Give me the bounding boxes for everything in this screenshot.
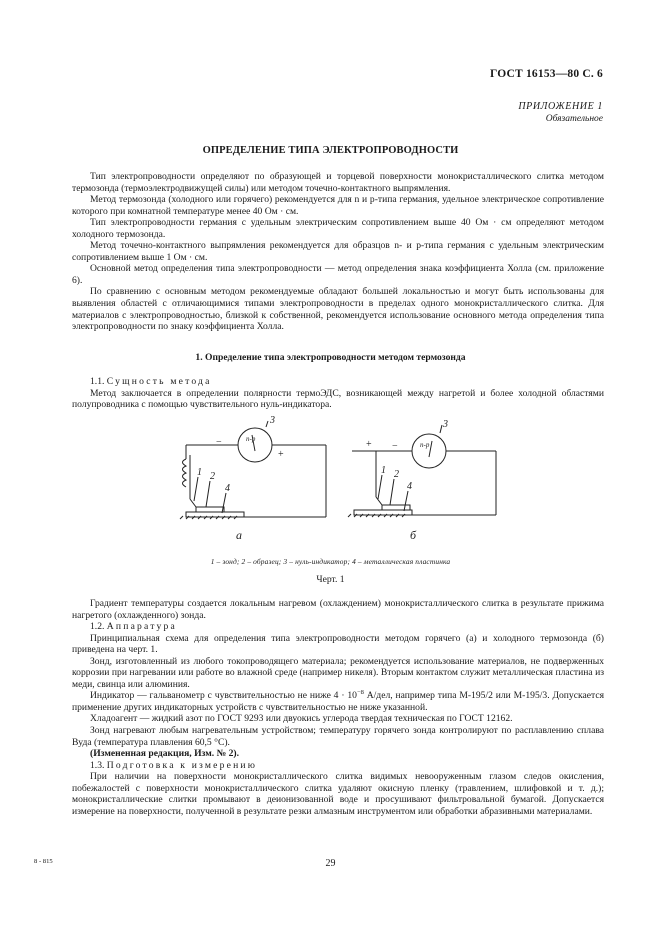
clause-text: Метод заключается в определении полярности термоЭДС, возникающей между нагретой и более холодной областями полупроводника с помощью чувствительного нуль-индикатора. xyxy=(72,387,604,411)
intro-paragraph: Тип электропроводности германия с удельным электрическим сопротивлением выше 40 Ом · см определяют методом холодного термозонда. xyxy=(72,217,604,240)
intro-paragraph: По сравнению с основным методом рекомендуемые обладают большей локальностью и могут быть использованы для выявления областей с отличающимися типами электропроводности в пределах одного монокристаллического слитка. Для материалов с электропроводностью, близкой к собственной, рекомендуется использование основного метода определения типа электропроводности по знаку коэффициента Холла. xyxy=(72,286,604,333)
appendix-status: Обязательное xyxy=(545,114,603,124)
probe-tip xyxy=(190,499,196,507)
clause-heading xyxy=(72,376,604,388)
clause-number: 1.1. xyxy=(90,376,105,387)
sublabel-b: б xyxy=(410,528,417,542)
clause-title: Аппаратура xyxy=(106,621,177,633)
galvanometer-needle xyxy=(429,441,432,457)
indicator-exponent: −8 xyxy=(356,689,364,697)
clause-heading xyxy=(72,621,604,633)
scheme-paragraph: Принципиальная схема для определения типа электропроводности методом горячего (а) и холодного термозонда (б) приведена на черт. 1. xyxy=(72,632,604,656)
leader-line-4 xyxy=(404,491,408,511)
intro-paragraph: Метод точечно-контактного выпрямления рекомендуется для образцов n- и p-типа германия с удельным электрическим сопротивлением выше 1 Ом · см. xyxy=(72,240,604,263)
plus-sign: + xyxy=(278,449,284,460)
label-3: 3 xyxy=(270,415,275,426)
gradient-paragraph: Градиент температуры создается локальным нагревом (охлаждением) монокристаллического слитка в результате прижима нагретого (охлажденного) зонда. xyxy=(72,598,604,621)
page-title: ОПРЕДЕЛЕНИЕ ТИПА ЭЛЕКТРОПРОВОДНОСТИ xyxy=(202,145,459,156)
preparation-paragraph: При наличии на поверхности монокристаллического слитка видимых невооруженным глазом следов окисления, побежалостей с поверхности монокристаллического слитка удаляют окисную пленку (травлением, шлифовкой и т. д.); монокристаллические слитки промывают в деионизованной воде и просушивают фильтровальной бумагой. Допускается измерение на поверхности, полученной в результате резки алмазным инструментом или обработки абразивными материалами. xyxy=(72,771,604,817)
indicator-text-cont: А/дел, например типа М-195/2 или М-195/3. Допускается применение других индикаторных устройств с чувствительностью не ниже указанной. xyxy=(72,690,604,713)
minus-sign: − xyxy=(392,441,398,452)
clause-heading xyxy=(72,760,604,772)
intro-paragraph: Тип электропроводности определяют по образующей и торцевой поверхности монокристаллического слитка методом термозонда (термоэлектродвижущей силы) или методом точечно-контактного выпрямления. xyxy=(72,171,604,194)
sample xyxy=(196,507,224,512)
label-1: 1 xyxy=(197,467,202,478)
plus-sign: + xyxy=(366,439,372,450)
diagram-hot-labels xyxy=(197,415,284,542)
indicator-text: Индикатор — гальванометр с чувствительностью не ниже 4 · 10 xyxy=(90,690,357,702)
section-heading: 1. Определение типа электропроводности методом термозонда xyxy=(195,352,466,363)
leader-line-2 xyxy=(390,479,394,505)
label-4: 4 xyxy=(225,483,230,494)
meter-label: n-p xyxy=(420,441,430,449)
intro-text xyxy=(72,171,604,333)
coolant-paragraph: Хладоагент — жидкий азот по ГОСТ 9293 или двуокись углерода твердая техническая по ГОСТ 12162. xyxy=(90,713,513,725)
leader-line-2 xyxy=(206,481,210,507)
sublabel-a: а xyxy=(236,528,242,542)
label-4: 4 xyxy=(407,481,412,492)
probe-paragraph: Зонд, изготовленный из любого токопроводящего материала; рекомендуется использование материалов, не подверженных коррозии при нагревании или работе во влажной среде (например никеля). Вторым контактом служит металлическая пластина из меди, свинца или алюминия. xyxy=(72,655,604,690)
label-1: 1 xyxy=(381,465,386,476)
label-3: 3 xyxy=(443,419,448,430)
diagram-cold-labels xyxy=(366,419,448,542)
probe-tip xyxy=(376,497,382,505)
clause-number: 1.2. xyxy=(90,621,105,633)
figure-caption: 1 – зонд; 2 – образец; 3 – нуль-индикатор; 4 – металлическая пластинка xyxy=(210,557,451,566)
label-2: 2 xyxy=(394,469,399,480)
galvanometer-symbol xyxy=(238,428,272,462)
galvanometer-symbol xyxy=(412,434,446,468)
indicator-paragraph xyxy=(72,690,604,713)
clause-title: Сущность метода xyxy=(106,376,212,387)
leader-line-1 xyxy=(194,477,198,501)
heater-coil xyxy=(183,459,187,487)
leader-line-3 xyxy=(440,425,442,433)
clause-title: Подготовка к измерению xyxy=(106,759,258,771)
label-2: 2 xyxy=(210,471,215,482)
minus-sign: − xyxy=(216,437,222,448)
appendix-label-block xyxy=(518,101,603,125)
intro-paragraph: Метод термозонда (холодного или горячего) рекомендуется для n и p-типа германия, удельное электрическое сопротивление которого при комнатной температуре менее 40 Ом · см. xyxy=(72,194,604,217)
section-1-1 xyxy=(72,376,604,411)
sample xyxy=(382,505,410,510)
heating-paragraph: Зонд нагревают любым нагревательным устройством; температуру горячего зонда контролируют по расплавлению сплава Вуда (температура плавления 60,5 °С). xyxy=(72,725,604,748)
leader-line-3 xyxy=(266,421,268,427)
amendment-note: (Измененная редакция, Изм. № 2). xyxy=(90,748,240,760)
leader-line-1 xyxy=(378,475,382,499)
meter-label: n-p xyxy=(246,435,256,443)
figure-number: Черт. 1 xyxy=(316,574,345,585)
standard-reference: ГОСТ 16153—80 С. 6 xyxy=(490,68,603,80)
page-number: 29 xyxy=(325,858,336,869)
clause-number: 1.3. xyxy=(90,759,105,771)
intro-paragraph: Основной метод определения типа электропроводности — метод определения знака коэффициента Холла (см. приложение 6). xyxy=(72,263,604,286)
print-code: 8 - 815 xyxy=(34,858,53,865)
body-text xyxy=(72,598,604,817)
appendix-label: ПРИЛОЖЕНИЕ 1 xyxy=(518,101,603,112)
thermoprobe-diagram xyxy=(150,415,520,550)
